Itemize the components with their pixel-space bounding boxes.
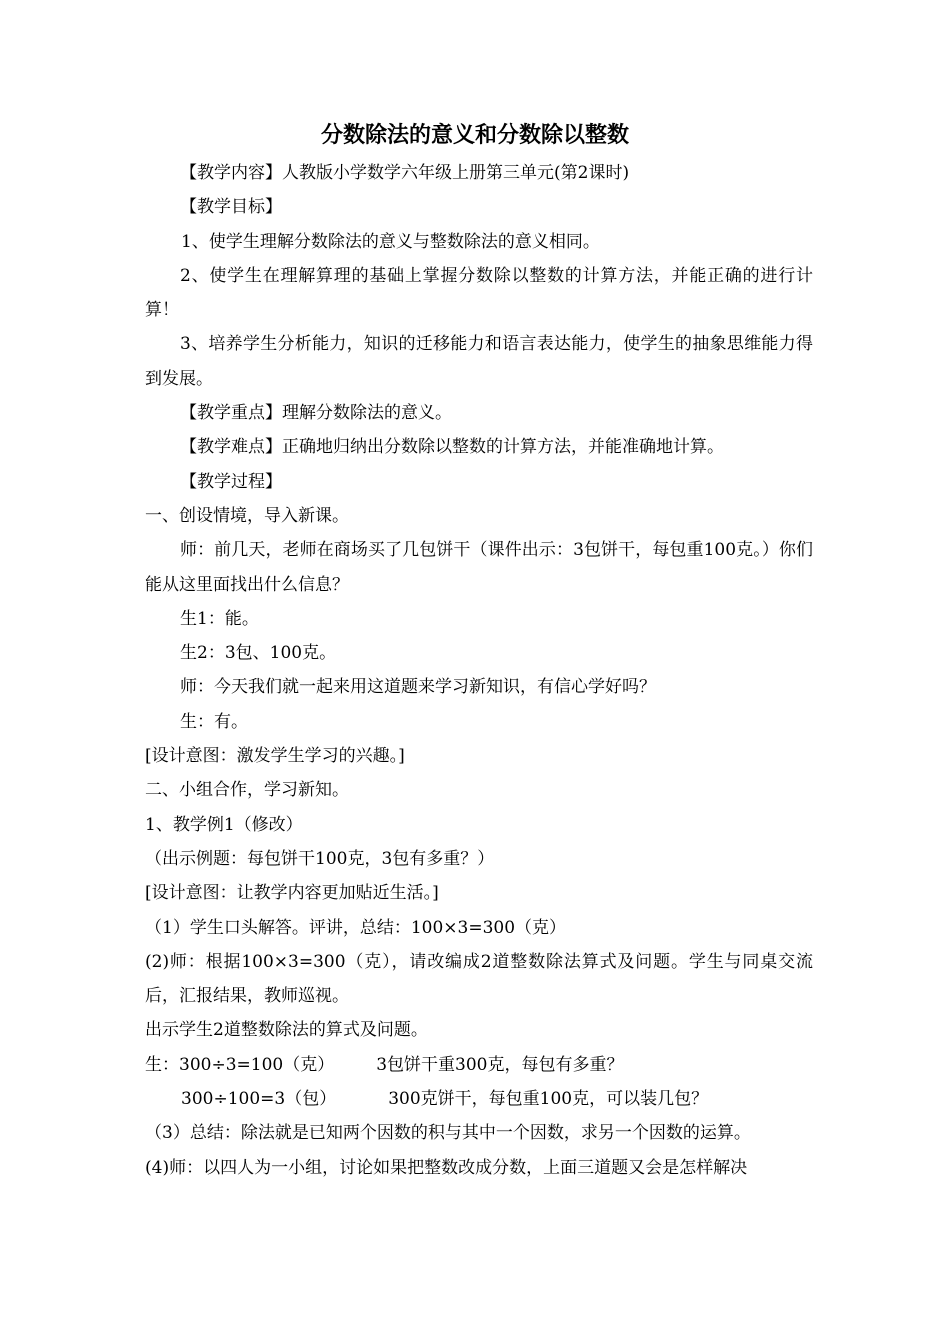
- difficulty-line: 【教学难点】正确地归纳出分数除以整数的计算方法，并能准确地计算。: [180, 437, 724, 458]
- student-2-answer: 生2：3包、100克。: [180, 643, 337, 664]
- process-heading: 【教学过程】: [180, 471, 282, 492]
- goal-1: 1、使学生理解分数除法的意义与整数除法的意义相同。: [181, 231, 600, 252]
- section-1-heading: 一、创设情境，导入新课。: [145, 505, 349, 526]
- design-intent-2: [设计意图：让教学内容更加贴近生活。]: [145, 883, 439, 904]
- goal-3: 3、培养学生分析能力，知识的迁移能力和语言表达能力，使学生的抽象思维能力得到发展。: [145, 334, 813, 389]
- key-point-line: 【教学重点】理解分数除法的意义。: [180, 403, 452, 424]
- equation-2: 300÷100=3（包）: [181, 1089, 337, 1110]
- equation-1: 生：300÷3=100（克）: [145, 1054, 335, 1075]
- student-equation-row-1: [145, 1048, 813, 1082]
- design-intent-1: [设计意图：激发学生学习的兴趣。]: [145, 746, 405, 767]
- step-2: (2)师：根据100×3=300（克），请改编成2道整数除法算式及问题。学生与同桌交流后，汇报结果，教师巡视。: [145, 951, 813, 1007]
- show-student-work: 出示学生2道整数除法的算式及问题。: [145, 1020, 428, 1041]
- step-3-summary: （3）总结：除法就是已知两个因数的积与其中一个因数，求另一个因数的运算。: [145, 1123, 751, 1144]
- step-1: （1）学生口头解答。评讲，总结：100×3=300（克）: [145, 917, 567, 938]
- problem-1: 3包饼干重300克，每包有多重？: [376, 1054, 624, 1075]
- teaching-goals-heading: 【教学目标】: [180, 197, 282, 218]
- section-2-heading: 二、小组合作，学习新知。: [145, 780, 349, 801]
- example-1-heading: 1、教学例1（修改）: [145, 814, 303, 835]
- teacher-intro-paragraph: 师：前几天，老师在商场买了几包饼干（课件出示：3包饼干，每包重100克。）你们能从这里面找出什么信息？: [145, 540, 813, 595]
- student-1-answer: 生1：能。: [180, 608, 259, 629]
- problem-2: 300克饼干，每包重100克，可以装几包？: [388, 1089, 709, 1110]
- student-reply: 生：有。: [180, 711, 248, 732]
- student-equation-row-2: [145, 1082, 813, 1116]
- goal-2: 2、使学生在理解算理的基础上掌握分数除以整数的计算方法，并能正确的进行计算！: [145, 265, 813, 321]
- example-problem: （出示例题：每包饼干100克，3包有多重？）: [145, 848, 495, 869]
- document-body: [145, 156, 813, 1185]
- document-title: 分数除法的意义和分数除以整数: [320, 123, 629, 148]
- step-4: (4)师：以四人为一小组，讨论如果把整数改成分数，上面三道题又会是怎样解决: [145, 1157, 748, 1178]
- teaching-content-line: 【教学内容】人教版小学数学六年级上册第三单元(第2课时): [180, 163, 630, 183]
- teacher-question: 师：今天我们就一起来用这道题来学习新知识，有信心学好吗？: [180, 677, 656, 698]
